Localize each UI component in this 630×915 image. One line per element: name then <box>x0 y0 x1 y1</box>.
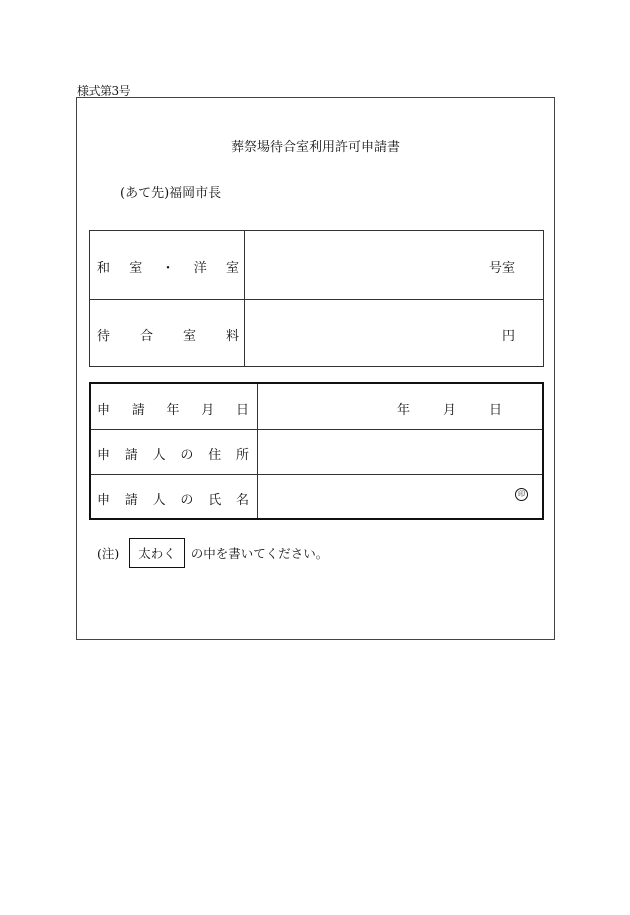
seal-icon: 印 <box>515 488 528 501</box>
note-prefix: (注) <box>97 546 120 561</box>
fee-unit: 円 <box>501 329 515 344</box>
day-field: 日 <box>488 403 502 418</box>
application-date-label: 申 請 年 月 日 <box>97 403 249 418</box>
column-divider <box>257 384 258 518</box>
fee-label: 待 合 室 料 <box>97 329 239 344</box>
form-number: 様式第3号 <box>77 84 131 98</box>
room-type-row <box>90 231 543 300</box>
addressee: (あて先)福岡市長 <box>120 186 222 201</box>
applicant-table <box>89 382 544 520</box>
date-fields[interactable] <box>397 399 502 418</box>
application-date-row <box>91 384 542 430</box>
column-divider <box>244 231 245 366</box>
instruction-note <box>97 539 328 567</box>
room-info-table <box>89 230 544 367</box>
document-title: 葬祭場待合室利用許可申請書 <box>230 140 400 155</box>
bold-frame-label: 太わく <box>129 538 185 568</box>
application-form <box>76 97 555 640</box>
fee-row <box>90 299 543 367</box>
room-type-label: 和 室 ・ 洋 室 <box>97 261 239 276</box>
applicant-name-label: 申 請 人 の 氏 名 <box>97 493 249 508</box>
applicant-address-row[interactable] <box>91 429 542 475</box>
year-field: 年 <box>397 403 411 418</box>
room-number-unit: 号室 <box>488 261 515 276</box>
applicant-address-label: 申 請 人 の 住 所 <box>97 448 249 463</box>
note-text: の中を書いてください。 <box>190 546 329 561</box>
month-field: 月 <box>442 403 456 418</box>
applicant-name-row[interactable] <box>91 474 542 519</box>
